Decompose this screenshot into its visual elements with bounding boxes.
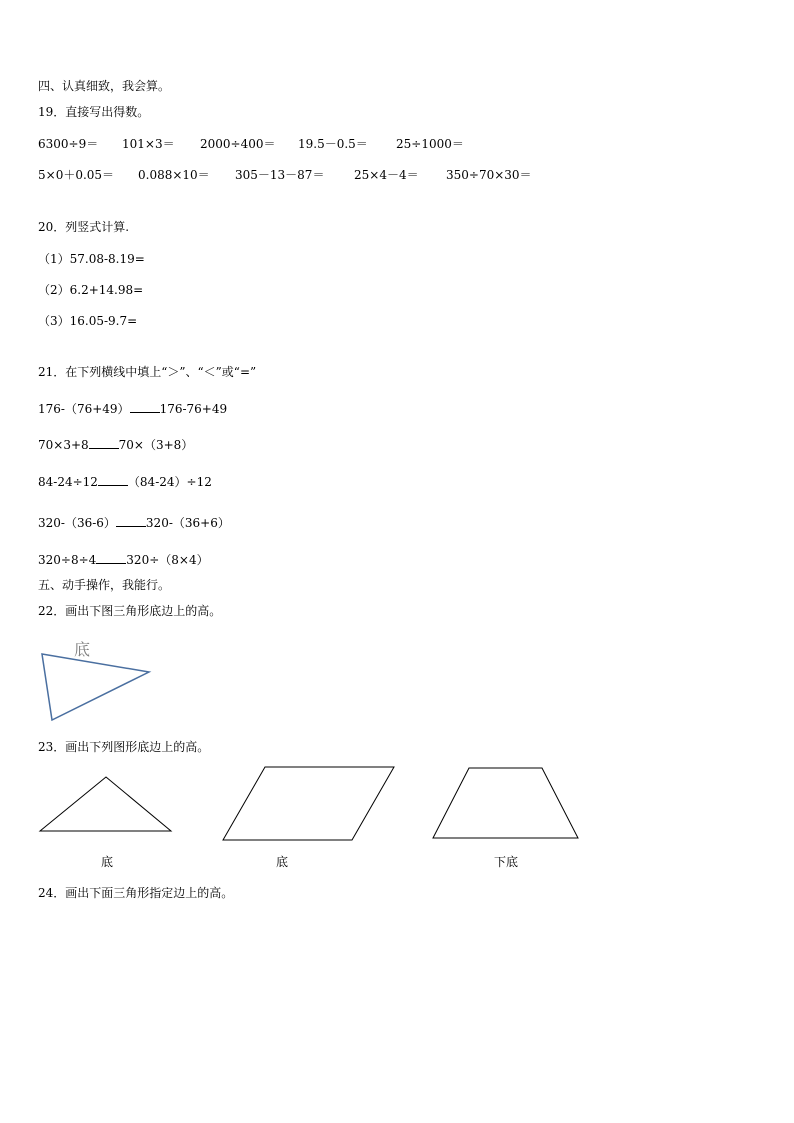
- q21-item-5-left: 320÷8÷4: [38, 553, 97, 567]
- q20-title: 20．列竖式计算.: [38, 220, 130, 234]
- q19-title: 19．直接写出得数。: [38, 105, 150, 119]
- q21-item-2-right: 70×（3+8）: [118, 438, 194, 452]
- q19-r1-c4: 19.5－0.5＝: [298, 137, 368, 151]
- section4-title: 四、认真细致，我会算。: [38, 79, 171, 93]
- q24-title: 24．画出下面三角形指定边上的高。: [38, 886, 234, 900]
- q21-item-4-right: 320-（36+6）: [145, 516, 230, 530]
- q21-item-1-left: 176-（76+49）: [38, 402, 130, 416]
- q21-title: 21．在下列横线中填上“＞”、“＜”或“=”: [38, 365, 257, 379]
- q19-r2-c2: 0.088×10＝: [138, 168, 210, 182]
- q19-r1-c5: 25÷1000＝: [396, 137, 464, 151]
- q23-title: 23．画出下列图形底边上的高。: [38, 740, 210, 754]
- q22-title: 22．画出下图三角形底边上的高。: [38, 604, 222, 618]
- q22-base-label: 底: [74, 640, 91, 659]
- q19-r1-c2: 101×3＝: [122, 137, 175, 151]
- q20-item-2: （2）6.2+14.98=: [38, 283, 144, 297]
- q21-item-3-left: 84-24÷12: [38, 475, 98, 489]
- q21-item-4-left: 320-（36-6）: [38, 516, 116, 530]
- q23-trapezoid: [433, 768, 578, 838]
- q19-r2-c1: 5×0＋0.05＝: [38, 168, 115, 182]
- q19-r1-c3: 2000÷400＝: [200, 137, 276, 151]
- q21-item-3-right: （84-24）÷12: [127, 475, 212, 489]
- q23-label-parallelogram: 底: [276, 855, 289, 869]
- q20-item-1: （1）57.08-8.19=: [38, 252, 145, 266]
- q23-label-triangle: 底: [101, 855, 114, 869]
- q21-item-1-right: 176-76+49: [159, 402, 228, 416]
- q22-triangle: [42, 654, 149, 720]
- q23-parallelogram: [223, 767, 394, 840]
- q20-item-3: （3）16.05-9.7=: [38, 314, 138, 328]
- q23-triangle: [40, 777, 171, 831]
- section5-title: 五、动手操作，我能行。: [38, 578, 171, 592]
- q23-label-trapezoid: 下底: [494, 855, 519, 869]
- q21-item-2-left: 70×3+8: [38, 438, 89, 452]
- q19-r2-c4: 25×4－4＝: [354, 168, 419, 182]
- q19-r2-c5: 350÷70×30＝: [446, 168, 532, 182]
- q19-r2-c3: 305－13－87＝: [235, 168, 325, 182]
- q21-item-5-right: 320÷（8×4）: [126, 553, 209, 567]
- q19-r1-c1: 6300÷9＝: [38, 137, 99, 151]
